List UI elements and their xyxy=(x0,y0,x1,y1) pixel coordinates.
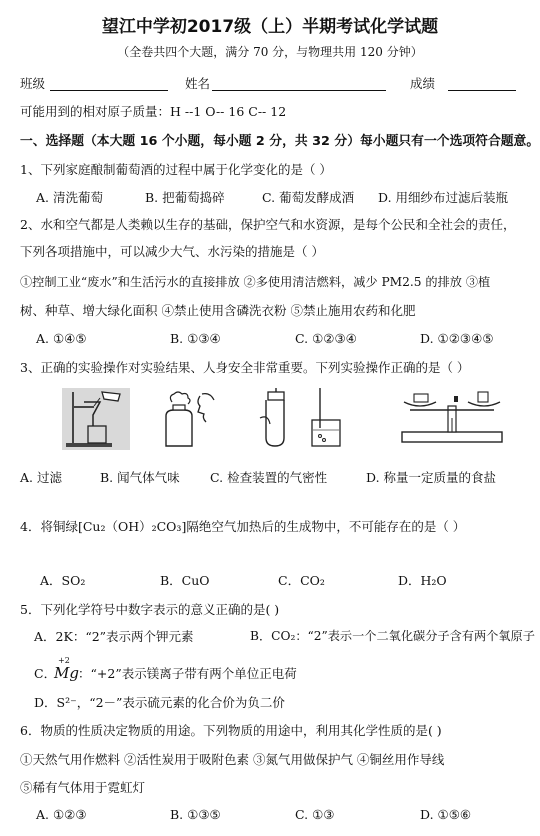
class-blank[interactable] xyxy=(50,90,168,91)
q5-option-c-symbol: Mg xyxy=(54,664,79,682)
q1-option-c: C. 葡萄发酵成酒 xyxy=(262,190,355,205)
page-title: 望江中学初2017级（上）半期考试化学试题 xyxy=(101,17,439,37)
score-blank[interactable] xyxy=(448,90,516,91)
q2-stem-line2: 下列各项措施中，可以减少大气、水污染的措施是（ ） xyxy=(20,244,324,259)
q2-option-b: B. ①③④ xyxy=(170,331,221,346)
q6-stem: 6．物质的性质决定物质的用途。下列物质的用途中，利用其化学性质的是( ) xyxy=(20,723,442,738)
q3-option-b: B. 闻气体气味 xyxy=(100,470,180,485)
q4-option-c: C．CO₂ xyxy=(278,573,325,588)
q5-stem: 5．下列化学符号中数字表示的意义正确的是( ) xyxy=(20,602,280,617)
q5-option-d: D．S²⁻，“2－”表示硫元素的化合价为负二价 xyxy=(34,695,285,710)
q5-option-c-text: ：“+2”表示镁离子带有两个单位正电荷 xyxy=(78,666,297,681)
q4-stem: 4．将铜绿[Cu₂（OH）₂CO₃]隔绝空气加热后的生成物中，不可能存在的是（ ） xyxy=(20,519,466,534)
q6-option-d: D. ①⑤⑥ xyxy=(420,807,472,822)
class-label: 班级 xyxy=(20,76,46,91)
q4-option-a: A．SO₂ xyxy=(40,573,86,588)
q2-stem-line1: 2、水和空气都是人类赖以生存的基础，保护空气和水资源，是每个公民和全社会的责任， xyxy=(20,217,516,232)
section-heading: 一、选择题（本大题 16 个小题，每小题 2 分，共 32 分）每小题只有一个选项符合题意。 xyxy=(20,134,540,149)
q4-option-b: B．CuO xyxy=(160,573,210,588)
exam-subtitle: （全卷共四个大题，满分 70 分，与物理共用 120 分钟） xyxy=(117,45,423,59)
q6-option-a: A. ①②③ xyxy=(36,807,87,822)
atomic-masses: 可能用到的相对原子质量：H --1 O-- 16 C-- 12 xyxy=(20,104,287,119)
q5-option-c-charge: +2 xyxy=(58,656,70,665)
q3-option-d: D. 称量一定质量的食盐 xyxy=(366,470,497,485)
q5-option-b: B．CO₂：“2”表示一个二氧化碳分子含有两个氧原子 xyxy=(250,629,535,643)
q3-stem: 3、正确的实验操作对实验结果、人身安全非常重要。下列实验操作正确的是（ ） xyxy=(20,360,470,375)
q6-items-line2: ⑤稀有气体用于霓虹灯 xyxy=(20,780,146,795)
q6-items-line1: ①天然气用作燃料 ②活性炭用于吸附色素 ③氮气用做保护气 ④铜丝用作导线 xyxy=(20,752,445,767)
q1-option-a: A. 清洗葡萄 xyxy=(36,190,103,205)
q5-option-a: A．2K：“2”表示两个钾元素 xyxy=(34,629,194,644)
name-label: 姓名 xyxy=(185,76,211,91)
balance-figure xyxy=(396,388,508,450)
q2-option-a: A. ①④⑤ xyxy=(36,331,87,346)
q2-items-line2: 树、种草、增大绿化面积 ④禁止使用含磷洗衣粉 ⑤禁止施用农药和化肥 xyxy=(20,303,416,318)
smell-gas-figure xyxy=(160,388,218,450)
airtightness-figure xyxy=(258,388,348,450)
q2-items-line1: ①控制工业“废水”和生活污水的直接排放 ②多使用清洁燃料，减少 PM2.5 的排放 ③植 xyxy=(20,275,491,289)
q4-option-d: D．H₂O xyxy=(398,573,447,588)
q3-option-a: A. 过滤 xyxy=(20,470,62,485)
q1-option-b: B. 把葡萄捣碎 xyxy=(145,190,225,205)
q3-option-c: C. 检查装置的气密性 xyxy=(210,470,328,485)
q2-option-d: D. ①②③④⑤ xyxy=(420,331,494,346)
score-label: 成绩 xyxy=(410,76,436,91)
q5-option-c-prefix: C． xyxy=(34,666,57,681)
q2-option-c: C. ①②③④ xyxy=(295,331,357,346)
filtration-figure xyxy=(62,388,130,450)
q1-stem: 1、下列家庭酿制葡萄酒的过程中属于化学变化的是（ ） xyxy=(20,162,332,177)
q6-option-b: B. ①③⑤ xyxy=(170,807,221,822)
name-blank[interactable] xyxy=(212,90,386,91)
q6-option-c: C. ①③ xyxy=(295,807,335,822)
q1-option-d: D. 用细纱布过滤后装瓶 xyxy=(378,190,509,205)
